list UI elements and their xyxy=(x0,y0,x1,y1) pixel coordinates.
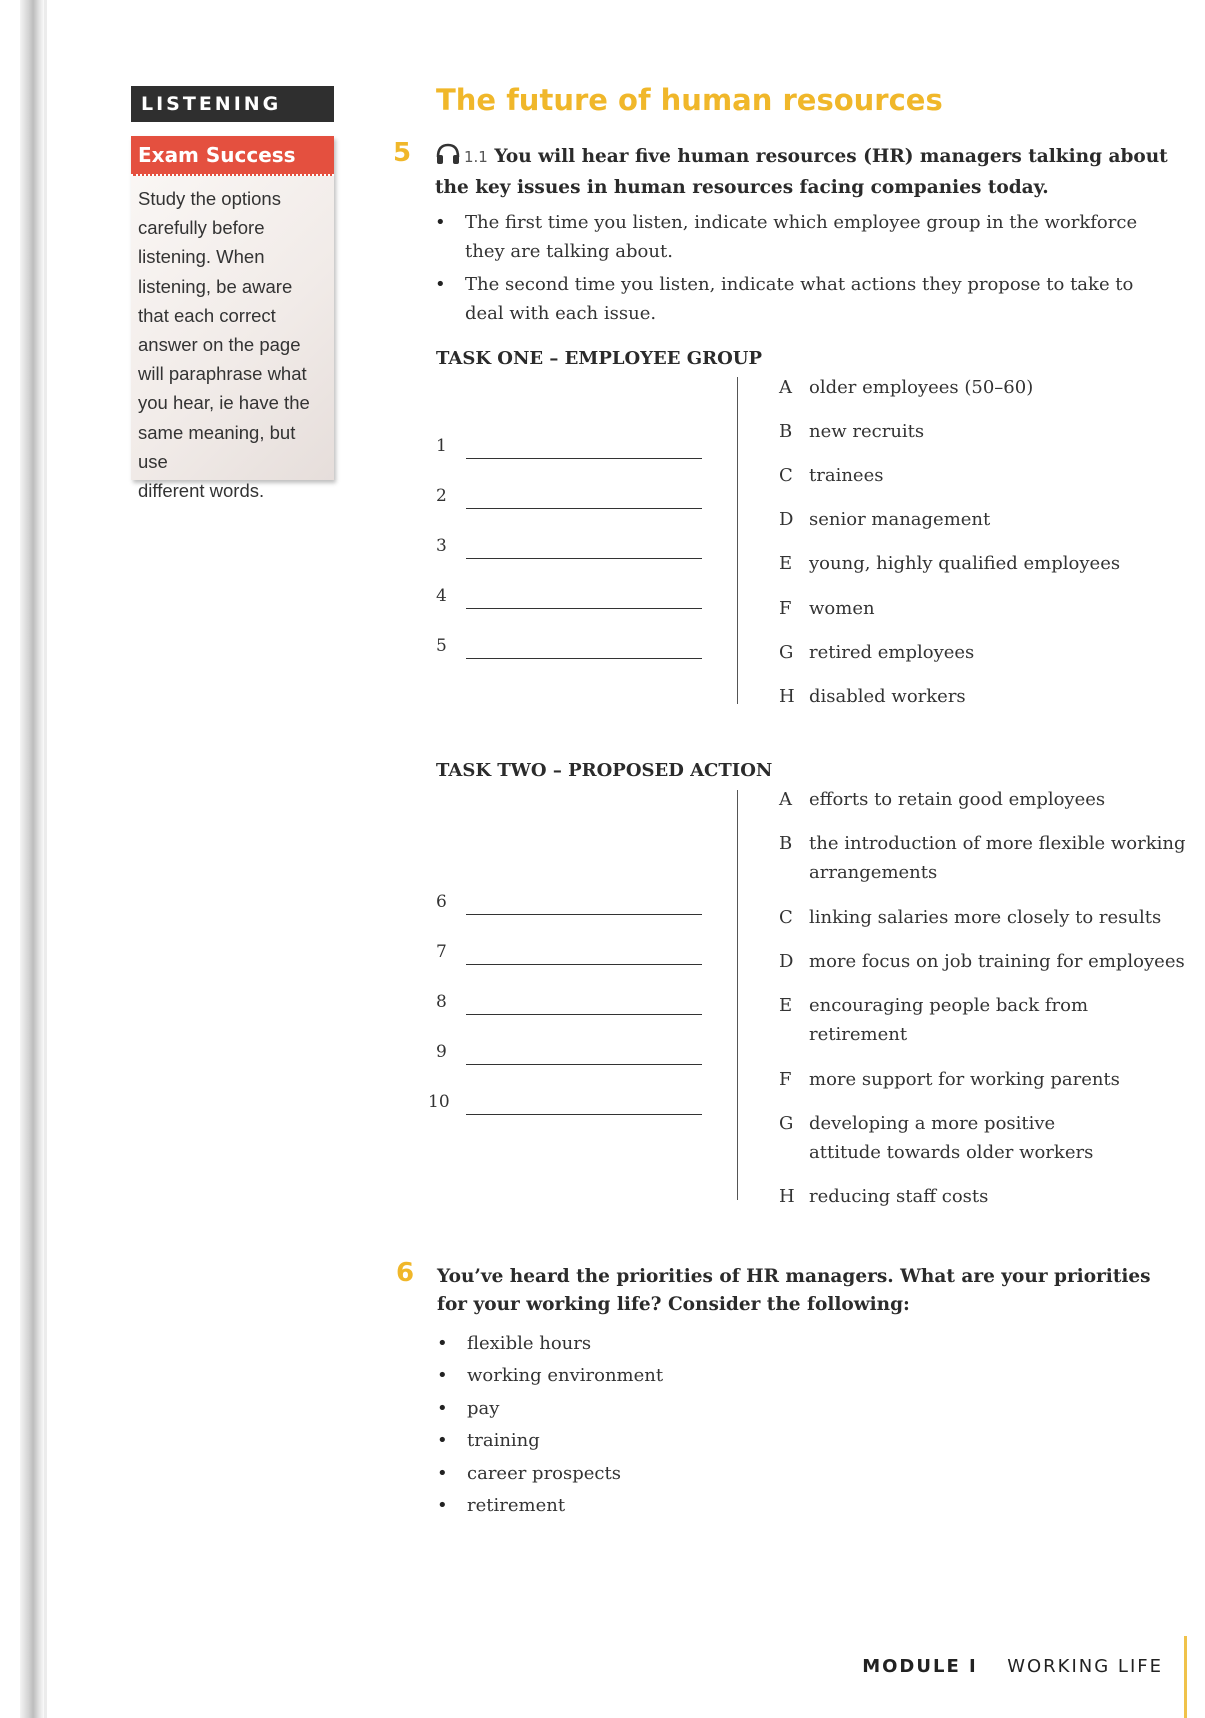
answer-line[interactable] xyxy=(466,1014,702,1015)
blank-number: 10 xyxy=(428,1092,450,1112)
exam-tip-line: same meaning, but use xyxy=(138,421,296,472)
option-a xyxy=(779,785,1189,814)
answer-line[interactable] xyxy=(466,1064,702,1065)
option-a xyxy=(779,373,1189,402)
option-text: older employees (50–60) xyxy=(809,377,1034,398)
option-letter: F xyxy=(779,598,792,619)
blank-number: 5 xyxy=(436,636,447,656)
option-letter: H xyxy=(779,1186,795,1207)
answer-line[interactable] xyxy=(466,458,702,459)
option-letter: B xyxy=(779,833,793,854)
track-number: 1.1 xyxy=(464,148,488,166)
page-title: The future of human resources xyxy=(436,83,943,117)
section-tag: LISTENING xyxy=(131,86,334,122)
exam-success-text xyxy=(131,176,334,505)
list-item: • The first time you listen, indicate which employee group in the workforce they are talking about. xyxy=(435,208,1170,266)
option-h xyxy=(779,682,1189,711)
footer-section: WORKING LIFE xyxy=(1007,1656,1163,1677)
exam-tip-line: carefully before xyxy=(138,217,265,239)
blank-number: 1 xyxy=(436,436,447,456)
answer-blank-5 xyxy=(436,636,706,660)
exercise-number: 5 xyxy=(393,138,412,168)
answer-line[interactable] xyxy=(466,914,702,915)
option-text: developing a more positive attitude towards older workers xyxy=(809,1113,1094,1163)
option-g xyxy=(779,638,1189,667)
book-spine-shadow xyxy=(20,0,44,1718)
option-d xyxy=(779,505,1189,534)
exam-success-title: Exam Success xyxy=(131,136,334,176)
list-item: • retirement xyxy=(437,1490,1172,1522)
list-item: • flexible hours xyxy=(437,1328,1172,1360)
blank-number: 9 xyxy=(436,1042,447,1062)
instruction-text: You will hear five human resources (HR) managers talking about the key issues in human resources facing companies today. xyxy=(435,146,1168,198)
answer-blank-8 xyxy=(428,992,706,1016)
option-c xyxy=(779,461,1189,490)
answer-blank-3 xyxy=(436,536,706,560)
blank-number: 4 xyxy=(436,586,447,606)
exam-success-box xyxy=(131,136,334,502)
exam-tip-line: listening, be aware xyxy=(138,275,293,297)
option-f xyxy=(779,594,1189,623)
option-f xyxy=(779,1065,1189,1094)
option-e xyxy=(779,991,1099,1049)
option-g xyxy=(779,1109,1119,1167)
option-text: new recruits xyxy=(809,421,925,442)
option-text: more support for working parents xyxy=(809,1069,1120,1090)
exam-tip-line: will paraphrase what xyxy=(138,363,307,385)
answer-blank-4 xyxy=(436,586,706,610)
option-text: young, highly qualified employees xyxy=(809,553,1121,574)
option-letter: H xyxy=(779,686,795,707)
answer-line[interactable] xyxy=(466,608,702,609)
list-item: • training xyxy=(437,1425,1172,1457)
option-letter: G xyxy=(779,1113,794,1134)
option-letter: C xyxy=(779,465,793,486)
option-text: senior management xyxy=(809,509,991,530)
option-c xyxy=(779,903,1189,932)
option-letter: F xyxy=(779,1069,792,1090)
blank-number: 3 xyxy=(436,536,447,556)
option-letter: A xyxy=(779,789,792,810)
list-item: • career prospects xyxy=(437,1458,1172,1490)
answer-blank-2 xyxy=(436,486,706,510)
option-letter: D xyxy=(779,509,794,530)
option-text: more focus on job training for employees xyxy=(809,951,1185,972)
list-item: • The second time you listen, indicate what actions they propose to take to deal with each issue. xyxy=(435,270,1170,328)
answer-blank-9 xyxy=(428,1042,706,1066)
option-text: efforts to retain good employees xyxy=(809,789,1106,810)
exam-tip-line: Study the options xyxy=(138,188,281,209)
answer-blank-1 xyxy=(436,436,706,460)
option-h xyxy=(779,1182,1189,1211)
exam-tip-line: listening. When xyxy=(138,246,265,268)
answer-line[interactable] xyxy=(466,1114,702,1115)
exam-tip-line: different words. xyxy=(138,480,265,502)
footer-accent-bar xyxy=(1184,1636,1187,1718)
book-spine-edge xyxy=(44,0,47,1718)
blank-number: 6 xyxy=(436,892,447,912)
option-text: women xyxy=(809,598,875,619)
task-two-title: TASK TWO – PROPOSED ACTION xyxy=(436,760,773,781)
option-letter: G xyxy=(779,642,794,663)
task-one-title: TASK ONE – EMPLOYEE GROUP xyxy=(436,348,762,369)
answer-line[interactable] xyxy=(466,558,702,559)
page-footer xyxy=(862,1656,1163,1677)
answer-line[interactable] xyxy=(466,508,702,509)
option-e xyxy=(779,549,1189,578)
option-letter: B xyxy=(779,421,793,442)
option-letter: E xyxy=(779,995,793,1016)
option-b xyxy=(779,417,1189,446)
headphones-icon xyxy=(435,143,461,174)
answer-blank-7 xyxy=(428,942,706,966)
blank-number: 8 xyxy=(436,992,447,1012)
exercise-5-bullets xyxy=(435,208,1170,332)
option-text: encouraging people back from retirement xyxy=(809,995,1089,1045)
answer-line[interactable] xyxy=(466,658,702,659)
option-letter: A xyxy=(779,377,792,398)
option-text: disabled workers xyxy=(809,686,966,707)
exercise-6-instruction: You’ve heard the priorities of HR managers. What are your priorities for your working life? Consider the following: xyxy=(437,1266,1151,1315)
blank-number: 7 xyxy=(436,942,447,962)
exam-tip-line: answer on the page xyxy=(138,334,301,356)
divider xyxy=(737,790,738,1200)
option-letter: E xyxy=(779,553,793,574)
list-item: • working environment xyxy=(437,1360,1172,1392)
exercise-6-bullets xyxy=(437,1328,1172,1522)
option-text: retired employees xyxy=(809,642,975,663)
exam-tip-line: you hear, ie have the xyxy=(138,392,310,414)
exam-tip-line: that each correct xyxy=(138,304,276,326)
exercise-5-instruction xyxy=(435,143,1170,202)
blank-number: 2 xyxy=(436,486,447,506)
option-text: reducing staff costs xyxy=(809,1186,989,1207)
option-text: the introduction of more flexible working arrangements xyxy=(809,833,1186,883)
option-letter: D xyxy=(779,951,794,972)
footer-module: MODULE I xyxy=(862,1656,978,1677)
exercise-number: 6 xyxy=(396,1258,415,1288)
option-text: trainees xyxy=(809,465,884,486)
option-text: linking salaries more closely to results xyxy=(809,907,1162,928)
option-letter: C xyxy=(779,907,793,928)
answer-blank-10 xyxy=(428,1092,706,1116)
answer-blank-6 xyxy=(428,892,706,916)
option-b xyxy=(779,829,1189,887)
option-d xyxy=(779,947,1189,976)
answer-line[interactable] xyxy=(466,964,702,965)
list-item: • pay xyxy=(437,1393,1172,1425)
divider xyxy=(737,377,738,704)
